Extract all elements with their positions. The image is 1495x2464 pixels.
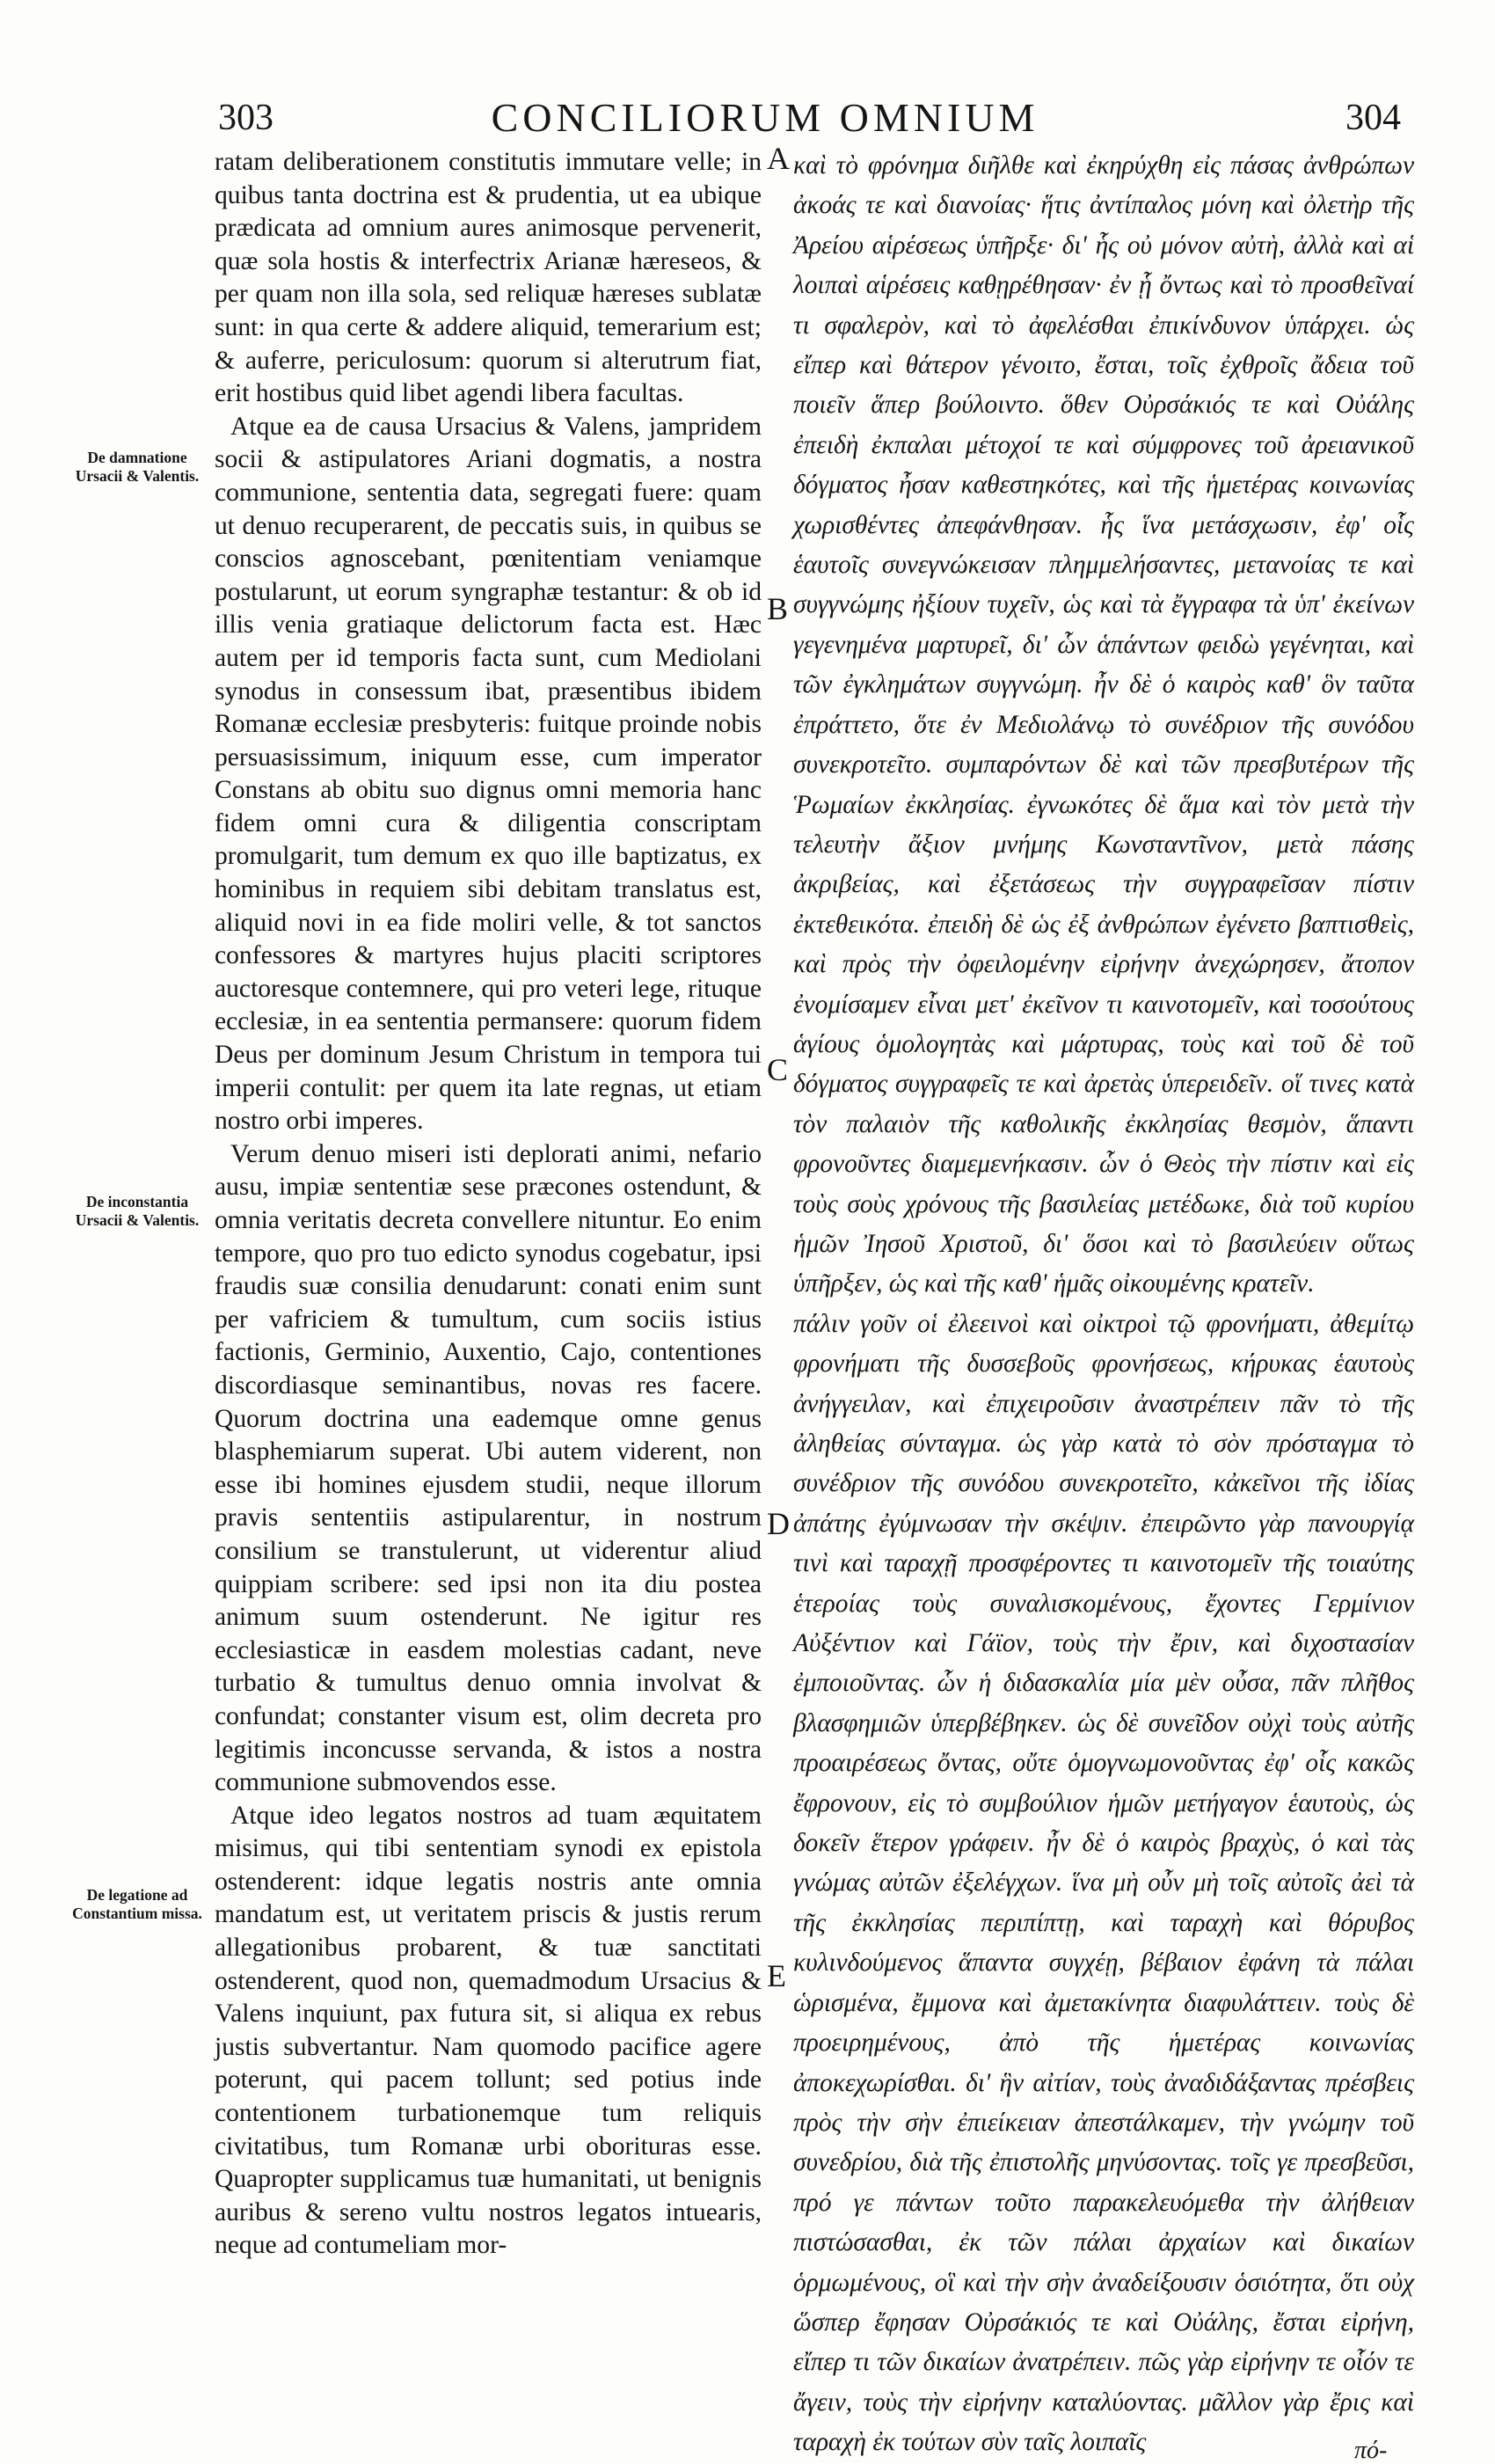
section-letter-d: D: [767, 1506, 790, 1541]
greek-column: [793, 146, 1414, 2463]
page-number-left: 303: [218, 98, 273, 138]
latin-paragraph: Atque ea de causa Ursacius & Valens, jampridem socii & astipulatores Ariani dogmatis, a nostra communione, sententia data, segregati fuere: quam ut denuo recuperarent, de peccatis suis, in quibus se conscios agnoscebant, pœnitentiam veniamque postularunt, ut eorum syngraphæ testantur: & ob id illis venia gratiaque delictorum facta est. Hæc autem per id temporis facta sunt, cum Mediolani synodus in consessum ibat, præsentibus ibidem Romanæ ecclesiæ presbyteris: fuitque proinde nobis persuasissimum, iniquum esse, cum imperator Constans ab obitu suo dignus omni memoria hanc fidem omni cura & diligentia conscriptam promulgarit, tum demum ex quo ille baptizatus, ex hominibus in requiem sibi debitam translatus est, aliquid novi in ea fide moliri velle, & tot sanctos confessores & martyres hujus placiti scriptores auctoresque contemnere, qui pro veteri lege, rituque ecclesiæ, in ea sententia permansere: quorum fidem Deus per dominum Jesum Christum in tempora tui imperii contulit: per quem ita late regnas, ut etiam nostro orbi imperes.: [215, 412, 762, 1136]
greek-paragraph: πάλιν γοῦν οἱ ἐλεεινοὶ καὶ οἰκτροὶ τῷ φρονήματι, ἀθεμίτῳ φρονήματι τῆς δυσσεβοῦς φρονήσεως, κήρυκας ἑαυτοὺς ἀνήγγειλαν, καὶ ἐπιχειροῦσιν ἀναστρέπειν πᾶν τὸ τῆς ἀληθείας σύνταγμα. ὡς γὰρ κατὰ τὸ σὸν πρόσταγμα τὸ συνέδριον τῆς συνόδου συνεκροτεῖτο, κἀκεῖνοι τῆς ἰδίας ἀπάτης ἐγύμνωσαν τὴν σκέψιν. ἐπειρῶντο γὰρ πανουργίᾳ τινὶ καὶ ταραχῇ προσφέροντες τι καινοτομεῖν τῆς τοιαύτης ἑτεροίας τοὺς συναλισκομένους, ἔχοντες Γερμίνιον Αὐξέντιον καὶ Γάϊον, τοὺς τὴν ἔριν, καὶ διχοστασίαν ἐμποιοῦντας. ὧν ἡ διδασκαλία μία μὲν οὖσα, πᾶν πλῆθος βλασφημιῶν ὑπερβέβηκεν. ὡς δὲ συνεῖδον οὐχὶ τοὺς αὐτῆς προαιρέσεως ὄντας, οὔτε ὁμογνωμονοῦντας ἐφ' οἷς κακῶς ἔφρονουν, εἰς τὸ συμβούλιον ἡμῶν μετήγαγον ἑαυτοὺς, ὡς δοκεῖν ἕτερον γράφειν. ἦν δὲ ὁ καιρὸς βραχὺς, ὁ καὶ τὰς γνώμας αὐτῶν ἐξελέγχων. ἵνα μὴ οὖν μὴ τοῖς αὐτοῖς ἀεὶ τὰ τῆς ἐκκλησίας περιπίπτῃ, καὶ ταραχὴ καὶ θόρυβος κυλινδούμενος ἅπαντα συγχέῃ, βέβαιον ἐφάνη τὰ πάλαι ὡρισμένα, ἔμμονα καὶ ἀμετακίνητα διαφυλάττειν. τοὺς δὲ προειρημένους, ἀπὸ τῆς ἡμετέρας κοινωνίας ἀποκεχωρίσθαι. δι' ἣν αἰτίαν, τοὺς ἀναδιδάξαντας πρέσβεις πρὸς τὴν σὴν ἐπιείκειαν ἀπεστάλκαμεν, τὴν γνώμην τοῦ συνεδρίου, διὰ τῆς ἐπιστολῆς μηνύσοντας. τοῖς γε πρεσβεῦσι, πρό γε πάντων τοῦτο παρακελευόμεθα τὴν ἀλήθειαν πιστώσασθαι, ἐκ τῶν πάλαι ἀρχαίων καὶ δικαίων ὁρμωμένους, οἳ καὶ τὴν σὴν ἀναδείξουσιν ὁσιότητα, ὅτι οὐχ ὥσπερ ἔφησαν Οὐρσάκιός τε καὶ Οὐάλης, ἔσται εἰρήνη, εἴπερ τι τῶν δικαίων ἀνατρέπειν. πῶς γὰρ εἰρήνην τε οἷόν τε ἄγειν, τοὺς τὴν εἰρήνην καταλύοντας. μᾶλλον γὰρ ἔρις καὶ ταραχὴ ἐκ τούτων σὺν ταῖς λοιπαῖς: [793, 1309, 1414, 2457]
margin-note-legation: De legatione ad Constantium missa.: [72, 1886, 202, 1922]
greek-paragraph: καὶ τὸ φρόνημα διῆλθε καὶ ἐκηρύχθη εἰς πάσας ἀνθρώπων ἀκοάς τε καὶ διανοίας· ἥτις ἀντίπαλος μόνη καὶ ὀλετὴρ τῆς Ἀρείου αἱρέσεως ὑπῆρξε· δι' ἧς οὐ μόνον αὐτὴ, ἀλλὰ καὶ αἱ λοιπαὶ αἱρέσεις καθῃρέθησαν· ἐν ᾗ ὄντως καὶ τὸ προσθεῖναί τι σφαλερὸν, καὶ τὸ ἀφελέσθαι ἐπικίνδυνον ὑπάρχει. ὡς εἴπερ καὶ θάτερον γένοιτο, ἔσται, τοῖς ἐχθροῖς ἄδεια τοῦ ποιεῖν ἅπερ βούλοιντο. ὅθεν Οὐρσάκιός τε καὶ Οὐάλης ἐπειδὴ ἐκπαλαι μέτοχοί τε καὶ σύμφρονες τοῦ ἀρειανικοῦ δόγματος ἦσαν καθεστηκότες, καὶ τῆς ἡμετέρας κοινωνίας χωρισθέντες ἀπεφάνθησαν. ἧς ἵνα μετάσχωσιν, ἐφ' οἷς ἑαυτοῖς συνεγνώκεισαν πλημμελήσαντες, μετανοίας τε καὶ συγγνώμης ἠξίουν τυχεῖν, ὡς καὶ τὰ ἔγγραφα τὰ ὑπ' ἐκείνων γεγενημένα μαρτυρεῖ, δι' ὧν ἁπάντων φειδὼ γεγένηται, καὶ τῶν ἐγκλημάτων συγγνώμη. ἦν δὲ ὁ καιρὸς καθ' ὃν ταῦτα ἐπράττετο, ὅτε ἐν Μεδιολάνῳ τὸ συνέδριον τῆς συνόδου συνεκροτεῖτο. συμπαρόντων δὲ καὶ τῶν πρεσβυτέρων τῆς Ῥωμαίων ἐκκλησίας. ἐγνωκότες δὲ ἅμα καὶ τὸν μετὰ τὴν τελευτὴν ἄξιον μνήμης Κωνσταντῖνον, μετὰ πάσης ἀκριβείας, καὶ ἐξετάσεως τὴν συγγραφεῖσαν πίστιν ἐκτεθεικότα. ἐπειδὴ δὲ ὡς ἐξ ἀνθρώπων ἐγένετο βαπτισθεὶς, καὶ πρὸς τὴν ὀφειλομένην εἰρήνην ἀνεχώρησεν, ἄτοπον ἐνομίσαμεν εἶναι μετ' ἐκεῖνον τι καινοτομεῖν, καὶ τοσούτους ἁγίους ὁμολογητὰς καὶ μάρτυρας, τοὺς καὶ τοῦ δὲ τοῦ δόγματος συγγραφεῖς τε καὶ ἀρετὰς ὑπερειδεῖν. οἵ τινες κατὰ τὸν παλαιὸν τῆς καθολικῆς ἐκκλησίας θεσμὸν, ἅπαντι φρονοῦντες διαμεμενήκασιν. ὧν ὁ Θεὸς τὴν πίστιν καὶ εἰς τοὺς σοὺς χρόνους τῆς βασιλείας μετέδωκε, διὰ τοῦ κυρίου ἡμῶν Ἰησοῦ Χριστοῦ, δι' ὅσοι καὶ τὸ βασιλεύειν οὕτως ὑπῆρξεν, ὡς καὶ τῆς καθ' ἡμᾶς οἰκουμένης κρατεῖν.: [793, 151, 1414, 1298]
running-title: CONCILIORUM OMNIUM: [491, 95, 1039, 140]
catchword: πό-: [1354, 2437, 1388, 2464]
running-header: [79, 93, 1433, 143]
margin-note-damnation: De damnatione Ursacii & Valentis.: [75, 449, 200, 485]
section-letter-c: C: [767, 1052, 789, 1087]
latin-paragraph: ratam deliberationem constitutis immutare velle; in quibus tanta doctrina est & prudentia, ut ea ubique prædicata ad omnium aures animosque pervenerit, quæ sola hostis & interfectrix Arianæ hæreseos, & per quam non illa sola, sed reliquæ hæreses sublatæ sunt: in qua certe & addere aliquid, temerarium est; & auferre, periculosum: quorum si alterutrum fiat, erit hostibus quid libet agendi libera facultas.: [215, 148, 762, 408]
latin-paragraph: Atque ideo legatos nostros ad tuam æquitatem misimus, qui tibi sententiam synodi ex epistola ostenderent: idque legatis nostris ante omnia mandatum est, ut veritatem priscis & justis rerum allegationibus probarent, & tuæ sanctitati ostenderent, quod non, quemadmodum Ursacius & Valens inquiunt, pax futura sit, si aliqua ex rebus justis subvertantur. Nam quomodo pacifice agere poterunt, qui pacem tollunt; sed potius inde contentionem turbationemque tum reliquis civitatibus, tum Romanæ urbi oborituras esse. Quapropter supplicamus tuæ humanitati, ut benignis auribus & sereno vultu nostros legatos intuearis, neque ad contumeliam mor-: [215, 1801, 762, 2260]
margin-note-inconstancy: De inconstantia Ursacii & Valentis.: [75, 1193, 200, 1229]
page-number-right: 304: [1346, 98, 1401, 138]
latin-paragraph: Verum denuo miseri isti deplorati animi, nefario ausu, impiæ sententiæ sese præcones ostendunt, & omnia veritatis decreta convellere nituntur. Eo enim tempore, quo pro tuo edicto synodus cogebatur, ipsi fraudis suæ consilia denudarunt: conati enim sunt per vafriciem & tumultum, cum sociis istius factionis, Germinio, Auxentio, Cajo, contentiones discordiasque seminantibus, novas res facere. Quorum doctrina una eademque omne genus blasphemiarum superat. Ubi autem viderent, non esse ibi homines ejusdem studii, neque illorum pravis sententiis astipularentur, in nostrum consilium se transtulerunt, ut viderentur aliud quippiam scribere: sed ipsi non ita diu postea animum suum ostenderunt. Ne igitur res ecclesiasticæ in easdem molestias cadant, neve turbatio & tumultus denuo omnia involvat & confundat; constanter visum est, olim decreta pro legitimis inconcusse servanda, & istos a nostra communione submovendos esse.: [215, 1139, 762, 1797]
section-letter-e: E: [767, 1958, 786, 1993]
section-letter-a: A: [767, 141, 790, 176]
section-letter-b: B: [767, 591, 789, 626]
latin-column: [215, 146, 762, 2263]
